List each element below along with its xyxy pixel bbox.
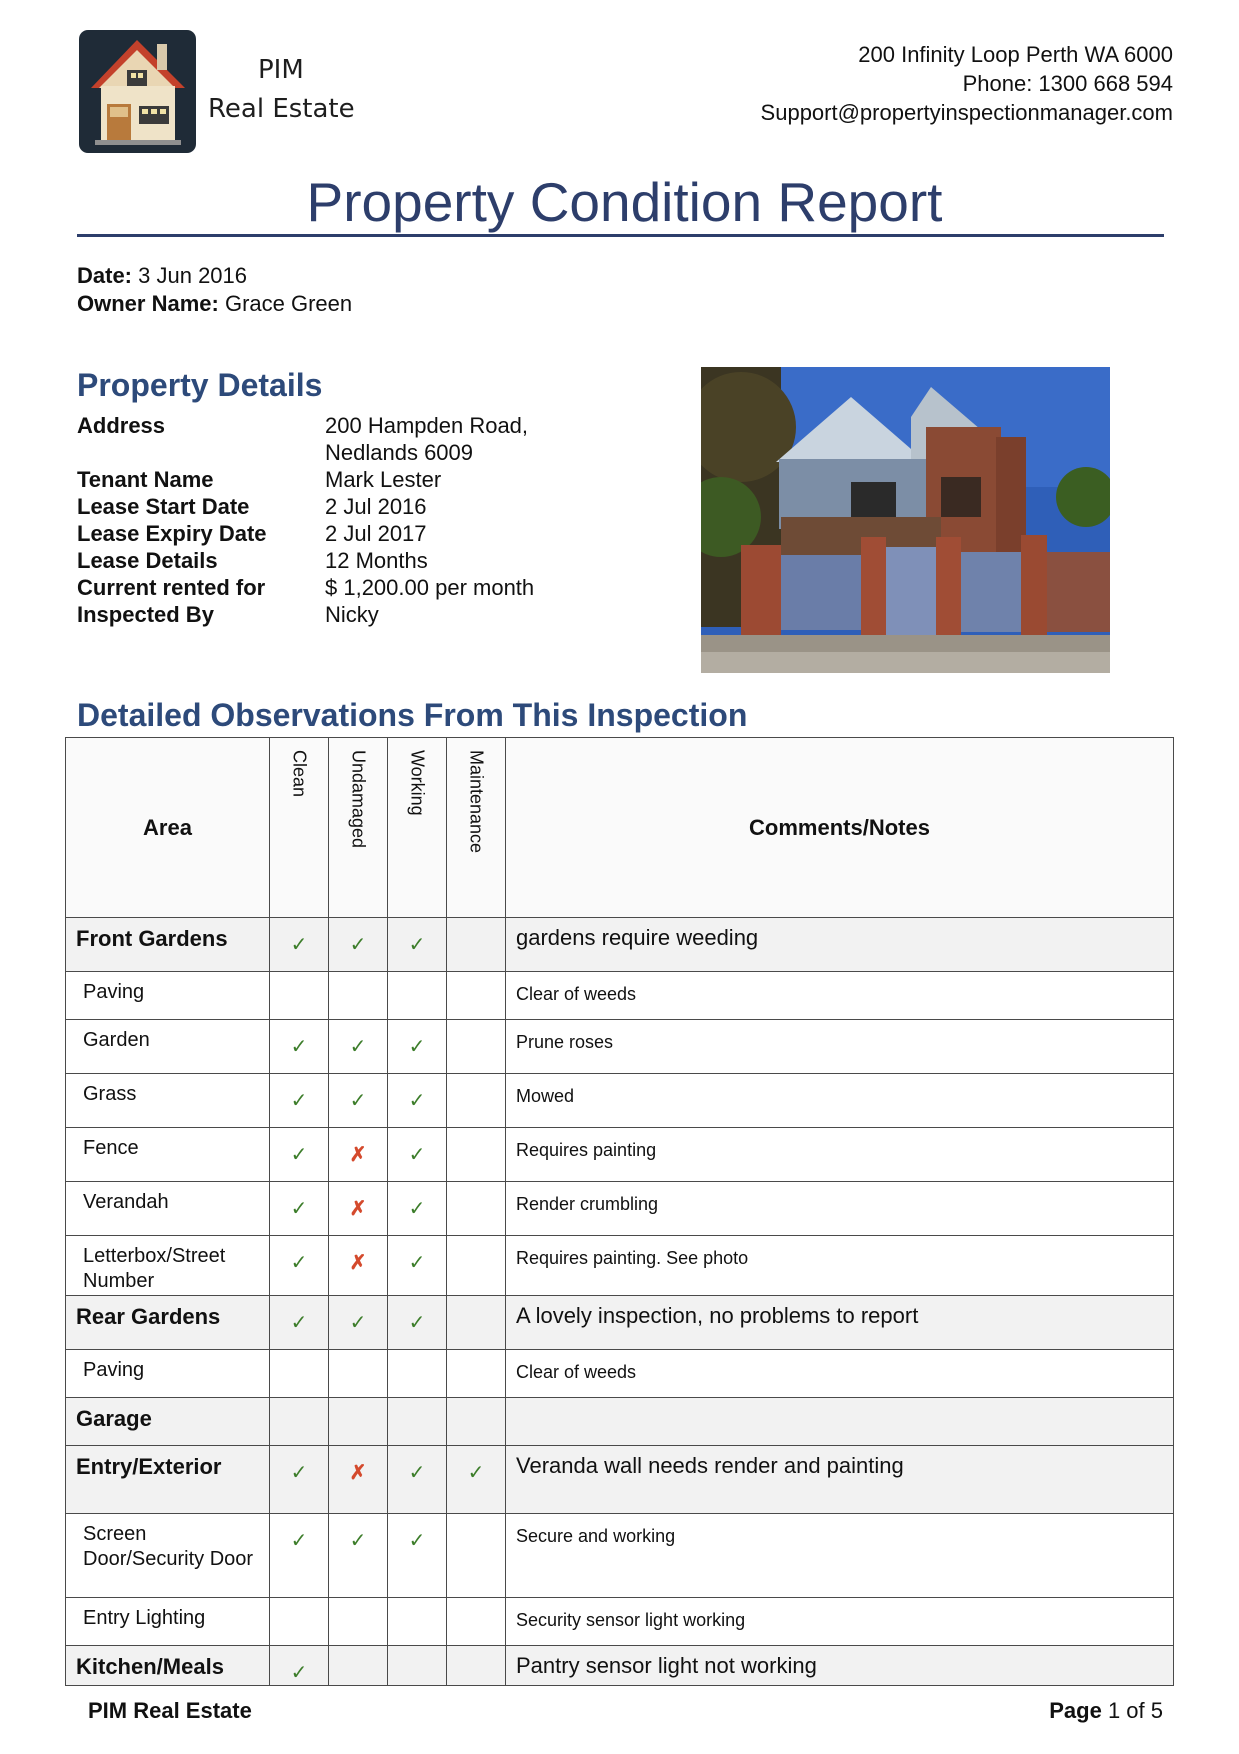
row-working-cell — [388, 1182, 447, 1236]
rent-label: Current rented for — [77, 575, 266, 600]
row-note: gardens require weeding — [506, 918, 1174, 972]
cross-icon: ✗ — [349, 1462, 367, 1484]
observations-heading: Detailed Observations From This Inspection — [77, 697, 748, 733]
owner-value: Grace Green — [224, 291, 353, 316]
row-clean-cell — [270, 1296, 329, 1350]
row-note: Requires painting. See photo — [506, 1236, 1174, 1296]
row-undamaged-cell — [329, 1236, 388, 1296]
row-area: Garage — [66, 1398, 270, 1446]
row-maintenance-cell — [447, 1598, 506, 1646]
row-undamaged-cell — [329, 1646, 388, 1686]
row-clean-cell — [270, 1128, 329, 1182]
table-row — [66, 1074, 1174, 1128]
address-label: Address — [77, 413, 166, 438]
row-undamaged-cell — [329, 918, 388, 972]
row-undamaged-cell — [329, 972, 388, 1020]
row-clean-cell — [270, 1236, 329, 1296]
row-area: Paving — [66, 1350, 270, 1398]
lease-expiry-value: 2 Jul 2017 — [325, 521, 427, 546]
lease-details-value: 12 Months — [325, 548, 428, 573]
lease-start-value: 2 Jul 2016 — [325, 494, 427, 519]
check-icon: ✓ — [349, 1036, 367, 1058]
check-icon: ✓ — [290, 1662, 308, 1684]
row-area: Letterbox/Street Number — [66, 1236, 270, 1296]
row-note: Render crumbling — [506, 1182, 1174, 1236]
row-clean-cell — [270, 1646, 329, 1686]
row-area: Screen Door/Security Door — [66, 1514, 270, 1598]
row-working-cell — [388, 1446, 447, 1514]
row-note: Mowed — [506, 1074, 1174, 1128]
row-note: Veranda wall needs render and painting — [506, 1446, 1174, 1514]
row-area: Entry/Exterior — [66, 1446, 270, 1514]
check-icon: ✓ — [290, 1036, 308, 1058]
contact-address: 200 Infinity Loop Perth WA 6000 — [858, 42, 1173, 67]
check-icon: ✓ — [290, 1530, 308, 1552]
cross-icon: ✗ — [349, 1198, 367, 1220]
row-maintenance-cell — [447, 972, 506, 1020]
cross-icon: ✗ — [349, 1252, 367, 1274]
check-icon: ✓ — [408, 934, 426, 956]
contact-phone: Phone: 1300 668 594 — [962, 71, 1173, 96]
lease-expiry-label: Lease Expiry Date — [77, 521, 267, 546]
row-working-cell — [388, 1020, 447, 1074]
row-clean-cell — [270, 1074, 329, 1128]
rent-value: $ 1,200.00 per month — [325, 575, 535, 600]
row-area: Garden — [66, 1020, 270, 1074]
row-maintenance-cell — [447, 1182, 506, 1236]
row-note: A lovely inspection, no problems to report — [506, 1296, 1174, 1350]
row-undamaged-cell — [329, 1446, 388, 1514]
row-clean-cell — [270, 1514, 329, 1598]
header-clean: Clean — [270, 738, 329, 918]
tenant-value: Mark Lester — [325, 467, 442, 492]
check-icon: ✓ — [408, 1252, 426, 1274]
row-area: Fence — [66, 1128, 270, 1182]
check-icon: ✓ — [349, 1530, 367, 1552]
row-maintenance-cell — [447, 1398, 506, 1446]
row-maintenance-cell — [447, 1296, 506, 1350]
check-icon: ✓ — [408, 1462, 426, 1484]
page-number: 1 of 5 — [1107, 1698, 1163, 1723]
row-clean-cell — [270, 1182, 329, 1236]
house-logo-icon — [79, 30, 196, 153]
check-icon: ✓ — [408, 1312, 426, 1334]
check-icon: ✓ — [290, 1090, 308, 1112]
inspected-label: Inspected By — [77, 602, 214, 627]
row-area: Front Gardens — [66, 918, 270, 972]
header-undamaged: Undamaged — [329, 738, 388, 918]
row-note: Security sensor light working — [506, 1598, 1174, 1646]
lease-start-label: Lease Start Date — [77, 494, 250, 519]
check-icon: ✓ — [290, 934, 308, 956]
table-row — [66, 1296, 1174, 1350]
table-row — [66, 1350, 1174, 1398]
header-maintenance: Maintenance — [447, 738, 506, 918]
table-row — [66, 1514, 1174, 1598]
table-row — [66, 1398, 1174, 1446]
row-working-cell — [388, 972, 447, 1020]
table-row — [66, 972, 1174, 1020]
table-row — [66, 1446, 1174, 1514]
row-maintenance-cell — [447, 1646, 506, 1686]
check-icon: ✓ — [408, 1198, 426, 1220]
check-icon: ✓ — [408, 1530, 426, 1552]
check-icon: ✓ — [408, 1036, 426, 1058]
row-maintenance-cell — [447, 1236, 506, 1296]
row-clean-cell — [270, 1350, 329, 1398]
inspected-value: Nicky — [325, 602, 379, 627]
row-undamaged-cell — [329, 1128, 388, 1182]
contact-block — [761, 40, 1173, 127]
title-divider — [77, 234, 1164, 237]
row-maintenance-cell — [447, 1074, 506, 1128]
check-icon: ✓ — [290, 1252, 308, 1274]
row-area: Grass — [66, 1074, 270, 1128]
date-value: 3 Jun 2016 — [138, 263, 248, 288]
check-icon: ✓ — [349, 934, 367, 956]
row-working-cell — [388, 1296, 447, 1350]
row-working-cell — [388, 1350, 447, 1398]
row-clean-cell — [270, 1598, 329, 1646]
property-details — [77, 412, 625, 628]
header-area: Area — [66, 738, 270, 918]
row-clean-cell — [270, 1020, 329, 1074]
check-icon: ✓ — [408, 1144, 426, 1166]
brand-line2: Real Estate — [208, 94, 355, 124]
tenant-label: Tenant Name — [77, 467, 214, 492]
row-clean-cell — [270, 972, 329, 1020]
table-row — [66, 1182, 1174, 1236]
check-icon: ✓ — [290, 1144, 308, 1166]
row-maintenance-cell — [447, 1020, 506, 1074]
report-meta — [77, 262, 352, 318]
row-undamaged-cell — [329, 1350, 388, 1398]
row-undamaged-cell — [329, 1296, 388, 1350]
observations-table — [65, 737, 1174, 1686]
table-row — [66, 918, 1174, 972]
table-row — [66, 1236, 1174, 1296]
row-area: Kitchen/Meals — [66, 1646, 270, 1686]
property-photo — [701, 367, 1110, 673]
row-working-cell — [388, 1646, 447, 1686]
check-icon: ✓ — [290, 1198, 308, 1220]
table-row — [66, 1646, 1174, 1686]
table-row — [66, 1020, 1174, 1074]
contact-email: Support@propertyinspectionmanager.com — [760, 100, 1173, 125]
row-clean-cell — [270, 1446, 329, 1514]
row-note: Clear of weeds — [506, 972, 1174, 1020]
table-row — [66, 1598, 1174, 1646]
row-working-cell — [388, 1598, 447, 1646]
row-working-cell — [388, 918, 447, 972]
row-undamaged-cell — [329, 1398, 388, 1446]
property-details-heading: Property Details — [77, 367, 323, 403]
owner-label: Owner Name: — [77, 291, 219, 316]
footer-page — [1049, 1698, 1163, 1724]
row-working-cell — [388, 1398, 447, 1446]
brand-line1: PIM — [258, 55, 304, 85]
row-area: Rear Gardens — [66, 1296, 270, 1350]
row-undamaged-cell — [329, 1074, 388, 1128]
row-note — [506, 1398, 1174, 1446]
row-note: Prune roses — [506, 1020, 1174, 1074]
row-maintenance-cell — [447, 1350, 506, 1398]
row-working-cell — [388, 1074, 447, 1128]
page-label: Page — [1049, 1698, 1102, 1723]
row-undamaged-cell — [329, 1598, 388, 1646]
header-working: Working — [388, 738, 447, 918]
lease-details-label: Lease Details — [77, 548, 218, 573]
row-undamaged-cell — [329, 1182, 388, 1236]
row-clean-cell — [270, 1398, 329, 1446]
check-icon: ✓ — [349, 1312, 367, 1334]
check-icon: ✓ — [290, 1312, 308, 1334]
row-maintenance-cell — [447, 1446, 506, 1514]
row-undamaged-cell — [329, 1020, 388, 1074]
cross-icon: ✗ — [349, 1144, 367, 1166]
row-maintenance-cell — [447, 1128, 506, 1182]
row-undamaged-cell — [329, 1514, 388, 1598]
row-area: Entry Lighting — [66, 1598, 270, 1646]
row-maintenance-cell — [447, 918, 506, 972]
page-title: Property Condition Report — [306, 171, 943, 233]
row-clean-cell — [270, 918, 329, 972]
row-working-cell — [388, 1514, 447, 1598]
row-note: Clear of weeds — [506, 1350, 1174, 1398]
check-icon: ✓ — [349, 1090, 367, 1112]
footer-company: PIM Real Estate — [88, 1698, 252, 1723]
row-note: Requires painting — [506, 1128, 1174, 1182]
row-area: Verandah — [66, 1182, 270, 1236]
table-row — [66, 1128, 1174, 1182]
row-working-cell — [388, 1128, 447, 1182]
address-line1: 200 Hampden Road, — [325, 413, 529, 438]
row-area: Paving — [66, 972, 270, 1020]
date-label: Date: — [77, 263, 133, 288]
row-maintenance-cell — [447, 1514, 506, 1598]
row-note: Secure and working — [506, 1514, 1174, 1598]
row-note: Pantry sensor light not working — [506, 1646, 1174, 1686]
company-logo — [79, 30, 196, 153]
check-icon: ✓ — [408, 1090, 426, 1112]
table-header-row — [66, 738, 1174, 918]
check-icon: ✓ — [290, 1462, 308, 1484]
header-notes: Comments/Notes — [506, 738, 1174, 918]
row-working-cell — [388, 1236, 447, 1296]
address-line2: Nedlands 6009 — [325, 440, 474, 465]
check-icon: ✓ — [467, 1462, 485, 1484]
